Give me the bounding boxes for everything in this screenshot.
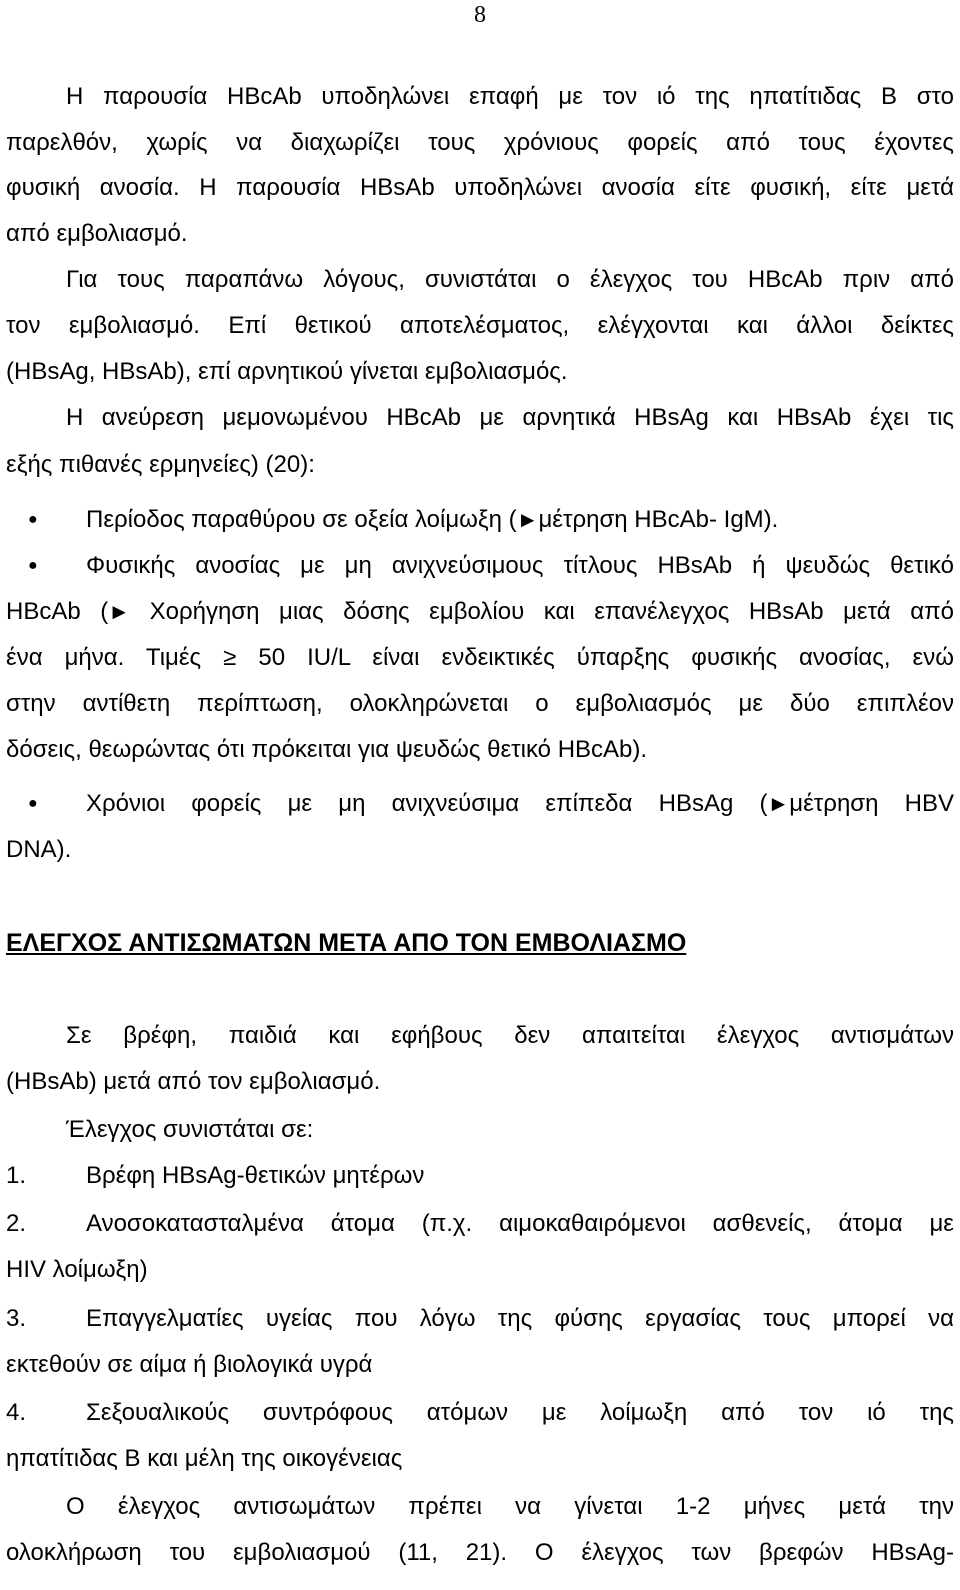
paragraph-4-line-1: Σε βρέφη, παιδιά και εφήβους δεν απαιτείται έλεγχος αντισμάτων	[66, 1022, 954, 1049]
bullet-item-2-line-1	[6, 551, 954, 581]
paragraph-4-line-2: (HBsAb) μετά από τον εμβολιασμό.	[6, 1068, 381, 1095]
bullet-item-2-line-3	[6, 643, 954, 673]
page-number: 8	[474, 2, 486, 28]
paragraph-1-line-4: από εμβολιασμό.	[6, 220, 188, 247]
numbered-item-3-text: Επαγγελματίες υγείας που λόγω της φύσης εργασίας τους μπορεί να	[86, 1305, 954, 1332]
list-number: 4.	[6, 1399, 27, 1426]
bullet-2-line-2-after: Χορήγηση μιας δόσης εμβολίου και επανέλεγχος HBsAb μετά από	[130, 598, 954, 625]
bullet-3-line-1-after: μέτρηση HBV	[789, 790, 954, 817]
paragraph-1-line-3: φυσική ανοσία. Η παρουσία HBsAb υποδηλώνει ανοσία είτε φυσική, είτε μετά	[6, 174, 954, 201]
list-number: 3.	[6, 1305, 27, 1332]
numbered-item-4-line-2: ηπατίτιδας Β και μέλη της οικογένειας	[6, 1445, 403, 1472]
numbered-item-1	[6, 1161, 954, 1191]
arrow-right-icon: ►	[108, 599, 131, 624]
bullet-2-line-1-text: Φυσικής ανοσίας με μη ανιχνεύσιμους τίτλους HBsAb ή ψευδώς θετικό	[86, 552, 954, 579]
paragraph-3-line-2: εξής πιθανές ερμηνείες) (20):	[6, 451, 315, 478]
bullet-2-line-2-before: HBcAb (	[6, 598, 109, 625]
bullet-item-1	[6, 505, 954, 535]
bullet-icon: ●	[28, 795, 38, 812]
numbered-item-2-line-1	[6, 1209, 954, 1239]
bullet-2-line-3-before: ένα μήνα. Τιμές	[6, 644, 224, 671]
numbered-item-4-line-1	[6, 1398, 954, 1428]
recommended-intro: Έλεγχος συνιστάται σε:	[66, 1116, 314, 1143]
numbered-item-4-text: Σεξουαλικούς συντρόφους ατόμων με λοίμωξη από τον ιό της	[86, 1399, 954, 1426]
numbered-item-2-line-2: HIV λοίμωξη)	[6, 1256, 148, 1283]
paragraph-2-line-1: Για τους παραπάνω λόγους, συνιστάται ο έλεγχος του HBcAb πριν από	[66, 266, 954, 293]
numbered-item-3-line-1	[6, 1304, 954, 1334]
paragraph-3-line-1: Η ανεύρεση μεμονωμένου HBcAb με αρνητικά HBsAg και HBsAb έχει τις	[66, 404, 954, 431]
paragraph-2-line-2: τον εμβολιασμό. Επί θετικού αποτελέσματος, ελέγχονται και άλλοι δείκτες	[6, 312, 954, 339]
bullet-item-3-line-1	[6, 789, 954, 819]
numbered-item-1-text: Βρέφη HBsAg-θετικών μητέρων	[86, 1162, 425, 1189]
section-heading: ΕΛΕΓΧΟΣ ΑΝΤΙΣΩΜΑΤΩΝ ΜΕΤΑ ΑΠΟ ΤΟΝ ΕΜΒΟΛΙΑΣΜΟ	[6, 929, 687, 957]
list-number: 2.	[6, 1210, 27, 1237]
bullet-3-line-1-before: Χρόνιοι φορείς με μη ανιχνεύσιμα επίπεδα HBsAg (	[86, 790, 768, 817]
paragraph-2-line-3: (HBsAg, HBsAb), επί αρνητικού γίνεται εμβολιασμός.	[6, 358, 568, 385]
document-page	[6, 0, 954, 1590]
arrow-right-icon: ►	[767, 791, 790, 816]
greater-equal-symbol: ≥	[223, 644, 237, 671]
bullet-item-2-line-2	[6, 597, 954, 627]
numbered-item-3-line-2: εκτεθούν σε αίμα ή βιολογικά υγρά	[6, 1351, 373, 1378]
bullet-item-3-line-2: DNA).	[6, 836, 72, 863]
bullet-1-text-after: μέτρηση HBcAb- IgM).	[538, 506, 779, 533]
bullet-item-2-line-4: στην αντίθετη περίπτωση, ολοκληρώνεται ο εμβολιασμός με δύο επιπλέον	[6, 690, 954, 717]
bullet-1-text-before: Περίοδος παραθύρου σε οξεία λοίμωξη (	[86, 506, 517, 533]
bullet-icon: ●	[28, 557, 38, 574]
paragraph-5-line-1: Ο έλεγχος αντισωμάτων πρέπει να γίνεται 1-2 μήνες μετά την	[66, 1493, 954, 1520]
paragraph-1-line-2: παρελθόν, χωρίς να διαχωρίζει τους χρόνιους φορείς από τους έχοντες	[6, 129, 954, 156]
arrow-right-icon: ►	[516, 507, 539, 532]
bullet-icon: ●	[28, 511, 38, 528]
list-number: 1.	[6, 1162, 27, 1189]
numbered-item-2-text: Ανοσοκατασταλμένα άτομα (π.χ. αιμοκαθαιρόμενοι ασθενείς, άτομα με	[86, 1210, 954, 1237]
bullet-item-2-line-5: δόσεις, θεωρώντας ότι πρόκειται για ψευδώς θετικό HBcAb).	[6, 736, 648, 763]
paragraph-5-line-2: ολοκλήρωση του εμβολιασμού (11, 21). Ο έλεγχος των βρεφών HBsAg-	[6, 1539, 954, 1566]
bullet-2-line-3-after: 50 IU/L είναι ενδεικτικές ύπαρξης φυσικής ανοσίας, ενώ	[236, 644, 954, 671]
paragraph-1-line-1: Η παρουσία HBcAb υποδηλώνει επαφή με τον ιό της ηπατίτιδας Β στο	[66, 83, 954, 110]
